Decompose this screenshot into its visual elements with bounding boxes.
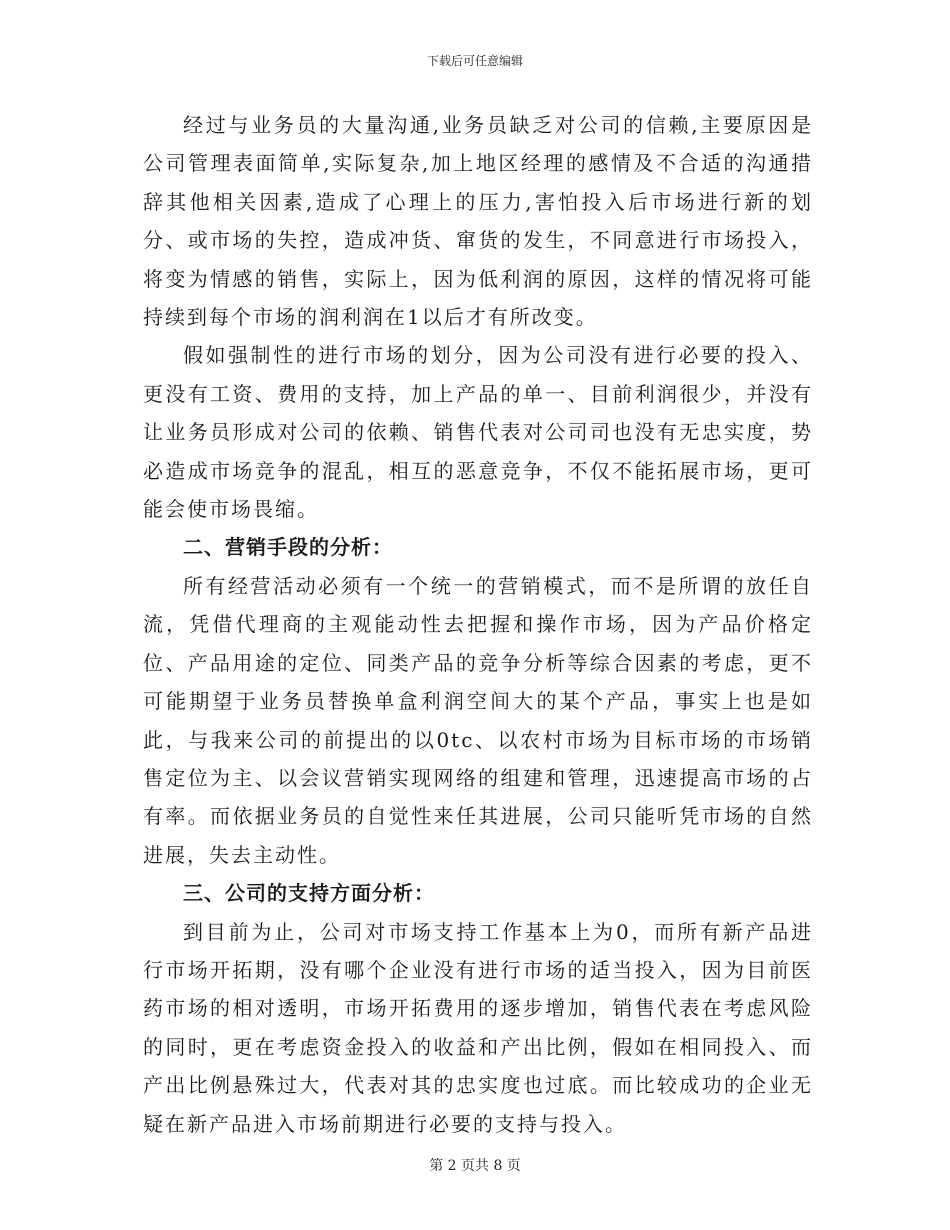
document-body — [143, 106, 813, 1143]
paragraph-2: 假如强制性的进行市场的划分，因为公司没有进行必要的投入、更没有工资、费用的支持，加上产品的单一、目前利润很少，并没有让业务员形成对公司的依赖、销售代表对公司司也没有无忠实度，势必造成市场竞争的混乱，相互的恶意竞争，不仅不能拓展市场，更可能会使市场畏缩。 — [143, 343, 813, 522]
page-header: 下载后可任意编辑 — [426, 54, 523, 68]
paragraph-3: 所有经营活动必须有一个统一的营销模式，而不是所谓的放任自流，凭借代理商的主观能动性去把握和操作市场，因为产品价格定位、产品用途的定位、同类产品的竞争分析等综合因素的考虑，更不可能期望于业务员替换单盒利润空间大的某个产品，事实上也是如此，与我来公司的前提出的以0tc、以农村市场为目标市场的市场销售定位为主、以会议营销实现网络的组建和管理，迅速提高市场的占有率。而依据业务员的自觉性来任其进展，公司只能听凭市场的自然进展，失去主动性。 — [143, 573, 813, 867]
section-heading-marketing: 二、营销手段的分析： — [183, 535, 393, 560]
paragraph-4: 到目前为止，公司对市场支持工作基本上为0，而所有新产品进行市场开拓期，没有哪个企业没有进行市场的适当投入，因为目前医药市场的相对透明，市场开拓费用的逐步增加，销售代表在考虑风险的同时，更在考虑资金投入的收益和产出比例，假如在相同投入、而产出比例悬殊过大，代表对其的忠实度也过底。而比较成功的企业无疑在新产品进入市场前期进行必要的支持与投入。 — [143, 919, 813, 1136]
paragraph-1: 经过与业务员的大量沟通,业务员缺乏对公司的信赖,主要原因是公司管理表面简单,实际复杂,加上地区经理的感情及不合适的沟通措辞其他相关因素,造成了心理上的压力,害怕投入后市场进行新的划分、或市场的失控，造成冲货、窜货的发生，不同意进行市场投入，将变为情感的销售，实际上，因为低利润的原因，这样的情况将可能持续到每个市场的润利润在1以后才有所改变。 — [143, 113, 813, 330]
page-footer: 第 2 页共 8 页 — [429, 1158, 521, 1174]
section-heading-support: 三、公司的支持方面分析： — [183, 881, 435, 906]
